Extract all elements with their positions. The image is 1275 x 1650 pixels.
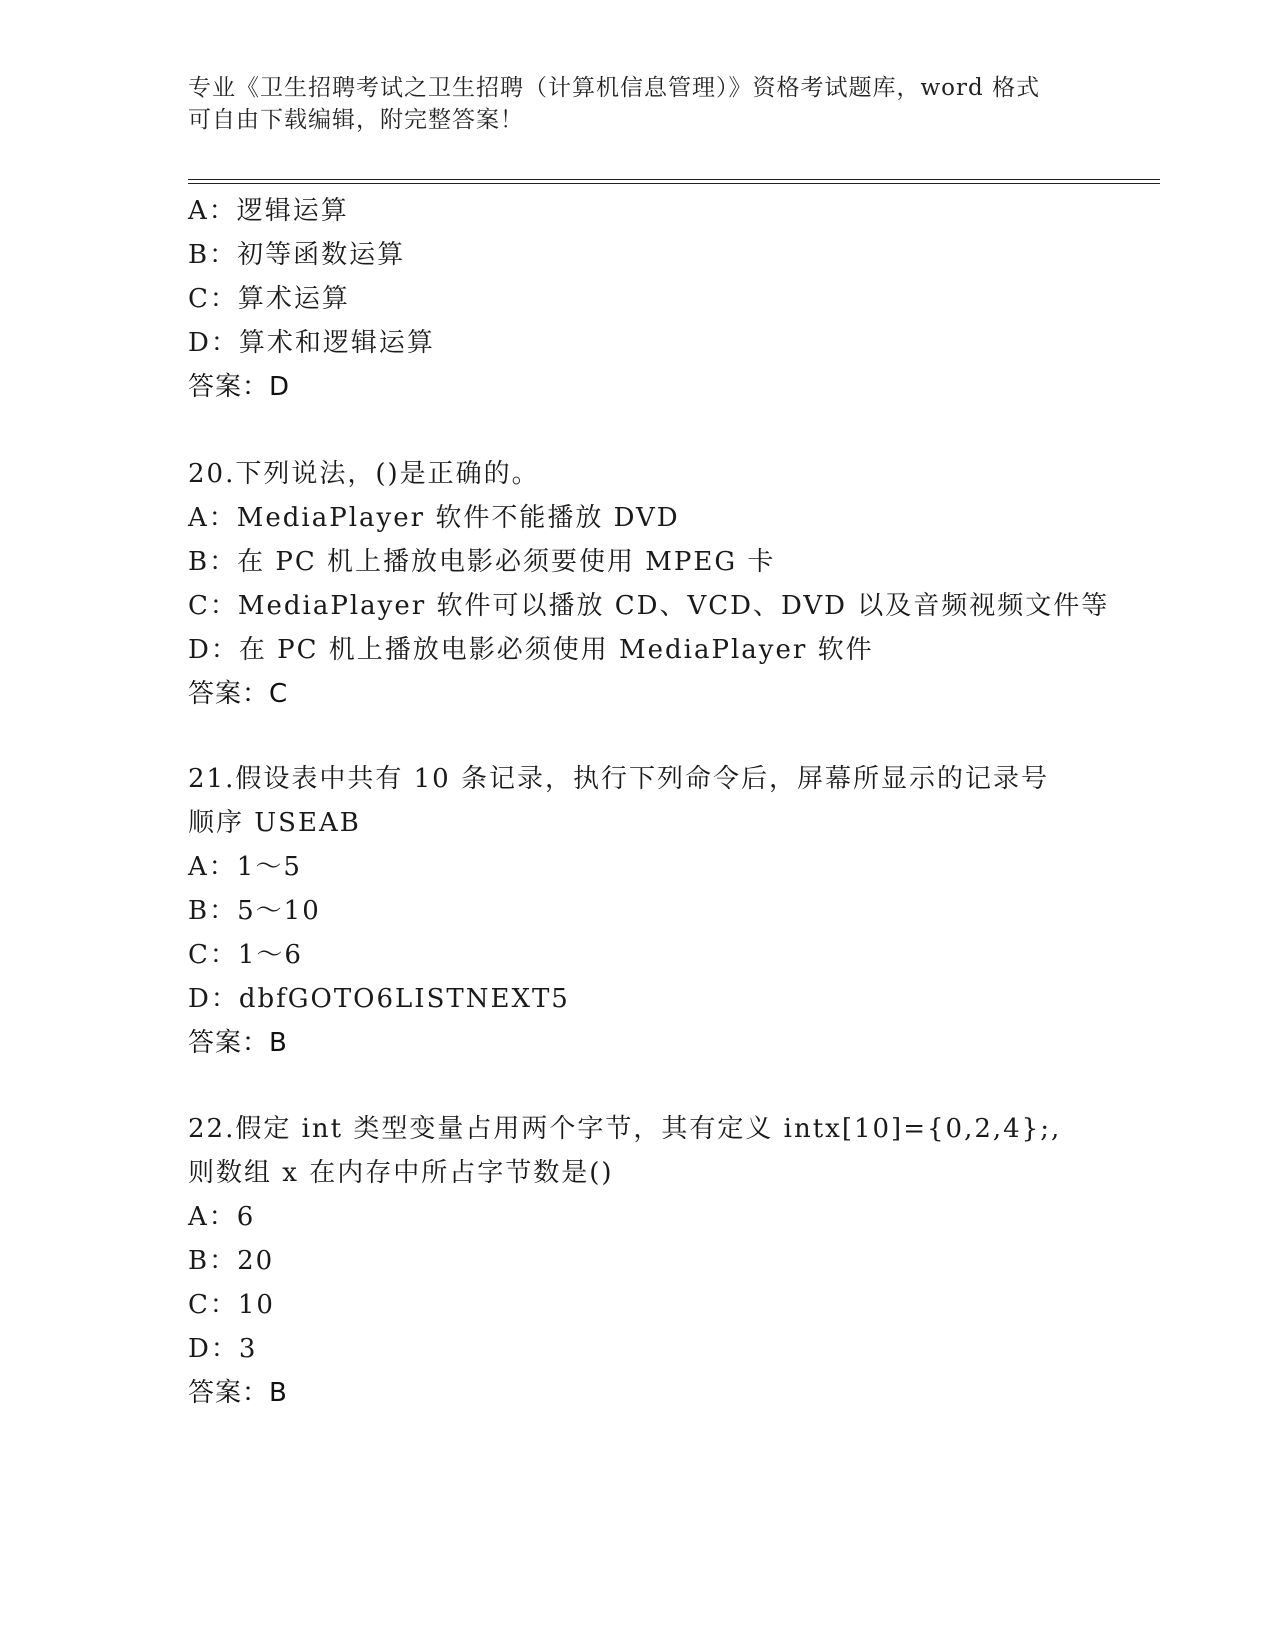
option-c: C：1～6 bbox=[188, 940, 303, 970]
option-c: C：MediaPlayer 软件可以播放 CD、VCD、DVD 以及音频视频文件等 bbox=[188, 591, 1110, 621]
header-divider-top bbox=[188, 179, 1160, 180]
document-header bbox=[188, 72, 1088, 136]
answer: 答案：C bbox=[188, 679, 289, 709]
option-c: C：算术运算 bbox=[188, 284, 350, 314]
option-d: D：算术和逻辑运算 bbox=[188, 328, 435, 358]
option-d: D：在 PC 机上播放电影必须使用 MediaPlayer 软件 bbox=[188, 635, 874, 665]
header-line-2: 可自由下载编辑，附完整答案！ bbox=[188, 107, 524, 133]
question-stem: 20.下列说法，()是正确的。 bbox=[188, 459, 540, 489]
option-b: B：20 bbox=[188, 1246, 275, 1276]
option-a: A：6 bbox=[188, 1202, 256, 1232]
option-a: A：1～5 bbox=[188, 852, 302, 882]
question-stem-line-1: 21.假设表中共有 10 条记录，执行下列命令后，屏幕所显示的记录号 bbox=[188, 764, 1049, 794]
question-stem-line-2: 则数组 x 在内存中所占字节数是() bbox=[188, 1158, 614, 1188]
header-divider-bottom bbox=[188, 183, 1160, 184]
option-a: A：逻辑运算 bbox=[188, 196, 349, 226]
option-b: B：在 PC 机上播放电影必须要使用 MPEG 卡 bbox=[188, 547, 776, 577]
question-stem-line-2: 顺序 USEAB bbox=[188, 808, 361, 838]
option-d: D：dbfGOTO6LISTNEXT5 bbox=[188, 984, 570, 1014]
option-b: B：5～10 bbox=[188, 896, 321, 926]
answer: 答案：B bbox=[188, 1378, 288, 1408]
answer: 答案：D bbox=[188, 372, 291, 402]
option-c: C：10 bbox=[188, 1290, 275, 1320]
header-line-1: 专业《卫生招聘考试之卫生招聘（计算机信息管理）》资格考试题库，word 格式 bbox=[188, 75, 1041, 101]
answer: 答案：B bbox=[188, 1028, 288, 1058]
question-stem-line-1: 22.假定 int 类型变量占用两个字节，其有定义 intx[10]={0,2,4};, bbox=[188, 1114, 1062, 1144]
option-b: B：初等函数运算 bbox=[188, 240, 406, 270]
option-d: D：3 bbox=[188, 1334, 258, 1364]
option-a: A：MediaPlayer 软件不能播放 DVD bbox=[188, 503, 680, 533]
